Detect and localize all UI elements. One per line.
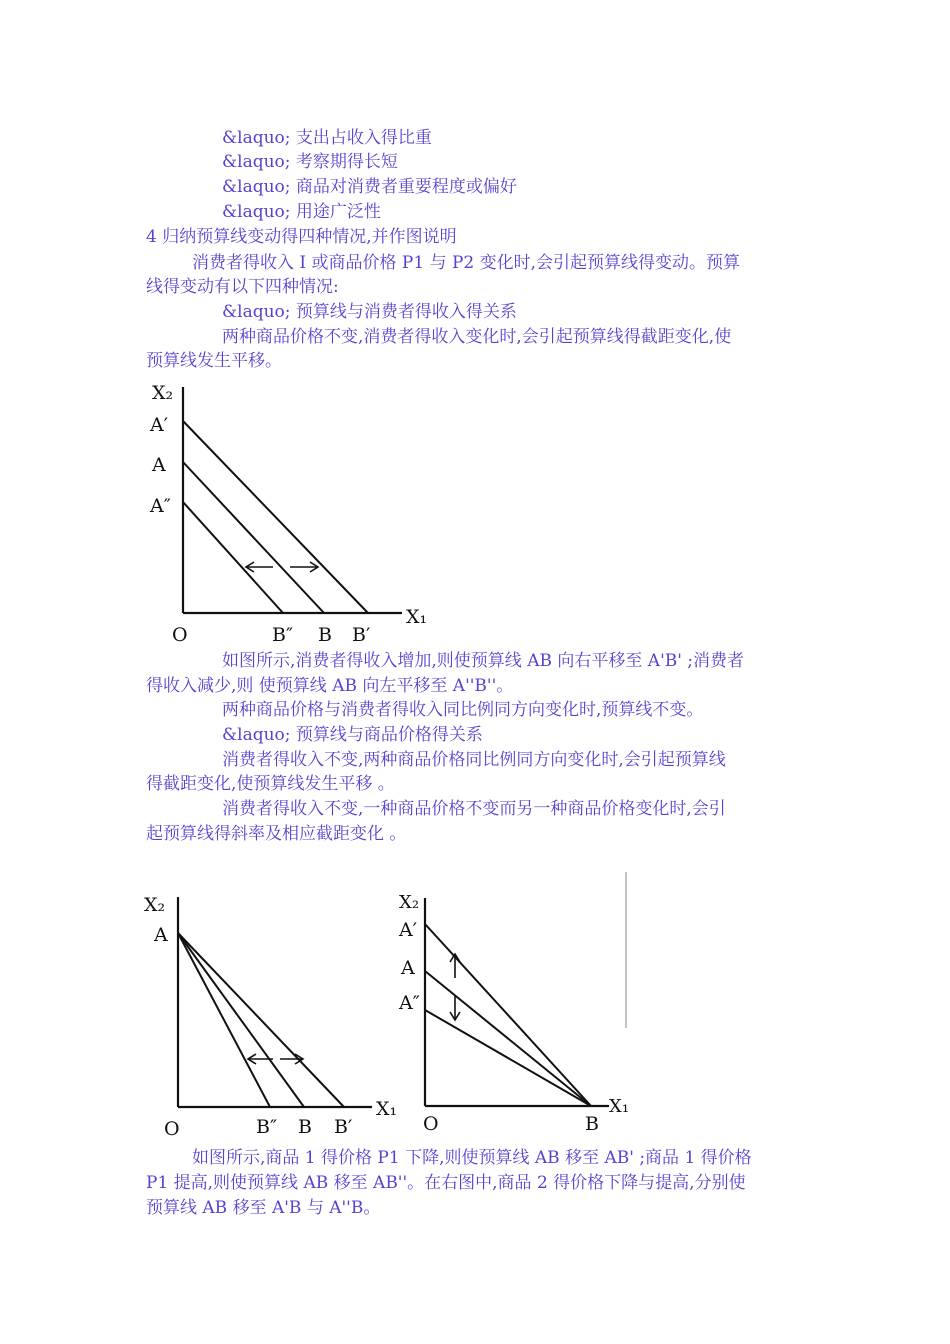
left-arrow-icon bbox=[248, 1054, 273, 1064]
right-arrow-icon bbox=[290, 562, 318, 572]
text-line-9: 两种商品价格不变,消费者得收入变化时,会引起预算线得截距变化,使 bbox=[222, 327, 732, 347]
x-axis-label: X₁ bbox=[376, 1098, 398, 1120]
y-axis-label: X₂ bbox=[399, 892, 420, 913]
text-line-18: 起预算线得斜率及相应截距变化 。 bbox=[146, 824, 407, 844]
text-line-1: &laquo; 支出占收入得比重 bbox=[222, 128, 432, 148]
text-line-17: 消费者得收入不变,一种商品价格不变而另一种商品价格变化时,会引 bbox=[222, 799, 726, 819]
text-line-12: 得收入减少,则 使预算线 AB 向左平移至 A''B''。 bbox=[146, 676, 514, 696]
label-a-prime: A′ bbox=[150, 414, 169, 436]
budget-line-ab bbox=[183, 462, 324, 613]
budget-line-ab bbox=[425, 971, 591, 1106]
text-line-21: 预算线 AB 移至 A'B 与 A''B。 bbox=[146, 1198, 381, 1218]
origin-label: O bbox=[423, 1113, 439, 1135]
label-a: A bbox=[401, 957, 415, 979]
label-b-prime: B′ bbox=[352, 624, 371, 646]
label-b: B bbox=[318, 624, 332, 646]
left-arrow-icon bbox=[246, 562, 273, 572]
y-axis-label: X₂ bbox=[144, 894, 166, 916]
budget-line-ab-double-prime bbox=[178, 933, 270, 1107]
text-line-3: &laquo; 商品对消费者重要程度或偏好 bbox=[222, 177, 517, 197]
budget-line-a-prime-b bbox=[425, 924, 591, 1106]
label-a: A bbox=[152, 454, 166, 476]
section-heading: 4 归纳预算线变动得四种情况,并作图说明 bbox=[146, 227, 457, 247]
label-a-double-prime: A″ bbox=[399, 992, 420, 1014]
figure-price-2-change bbox=[395, 868, 635, 1147]
text-line-6: 消费者得收入 I 或商品价格 P1 与 P2 变化时,会引起预算线得变动。预算 bbox=[192, 253, 741, 273]
up-arrow-icon bbox=[450, 954, 460, 978]
right-arrow-icon bbox=[280, 1054, 303, 1064]
label-a-prime: A′ bbox=[399, 919, 418, 941]
origin-label: O bbox=[172, 624, 188, 646]
text-line-14: &laquo; 预算线与商品价格得关系 bbox=[222, 725, 483, 745]
budget-line-ab-prime bbox=[178, 933, 344, 1107]
text-line-16: 得截距变化,使预算线发生平移 。 bbox=[146, 774, 395, 794]
label-b: B bbox=[298, 1116, 312, 1138]
label-b-prime: B′ bbox=[334, 1116, 353, 1138]
text-line-20: P1 提高,则使预算线 AB 移至 AB''。在右图中,商品 2 得价格下降与提高,分别使 bbox=[146, 1173, 746, 1193]
label-a: A bbox=[154, 924, 168, 946]
label-b: B bbox=[585, 1113, 599, 1135]
label-b-double-prime: B″ bbox=[272, 624, 294, 646]
down-arrow-icon bbox=[450, 996, 460, 1020]
text-line-13: 两种商品价格与消费者得收入同比例同方向变化时,预算线不变。 bbox=[222, 700, 704, 720]
text-line-15: 消费者得收入不变,两种商品价格同比例同方向变化时,会引起预算线 bbox=[222, 750, 726, 770]
figure-price-1-change bbox=[140, 885, 410, 1144]
text-line-11: 如图所示,消费者得收入增加,则使预算线 AB 向右平移至 A'B' ;消费者 bbox=[222, 651, 745, 671]
label-b-double-prime: B″ bbox=[256, 1116, 278, 1138]
x-axis-label: X₁ bbox=[406, 606, 428, 628]
text-line-10: 预算线发生平移。 bbox=[146, 351, 282, 371]
budget-line-a-prime-b-prime bbox=[183, 421, 368, 613]
y-axis-label: X₂ bbox=[152, 382, 174, 404]
budget-line-a-double-prime-b-double-prime bbox=[183, 502, 283, 613]
label-a-double-prime: A″ bbox=[150, 495, 171, 517]
text-line-2: &laquo; 考察期得长短 bbox=[222, 152, 398, 172]
text-line-19: 如图所示,商品 1 得价格 P1 下降,则使预算线 AB 移至 AB' ;商品 1 得价格 bbox=[192, 1148, 752, 1168]
text-line-7: 线得变动有以下四种情况: bbox=[146, 277, 339, 297]
origin-label: O bbox=[164, 1118, 180, 1140]
budget-line-ab bbox=[178, 933, 304, 1107]
figure-income-shift bbox=[140, 375, 440, 654]
text-line-4: &laquo; 用途广泛性 bbox=[222, 202, 381, 222]
x-axis-label: X₁ bbox=[609, 1096, 630, 1117]
text-line-8: &laquo; 预算线与消费者得收入得关系 bbox=[222, 302, 517, 322]
budget-line-a-double-prime-b bbox=[425, 1010, 591, 1106]
